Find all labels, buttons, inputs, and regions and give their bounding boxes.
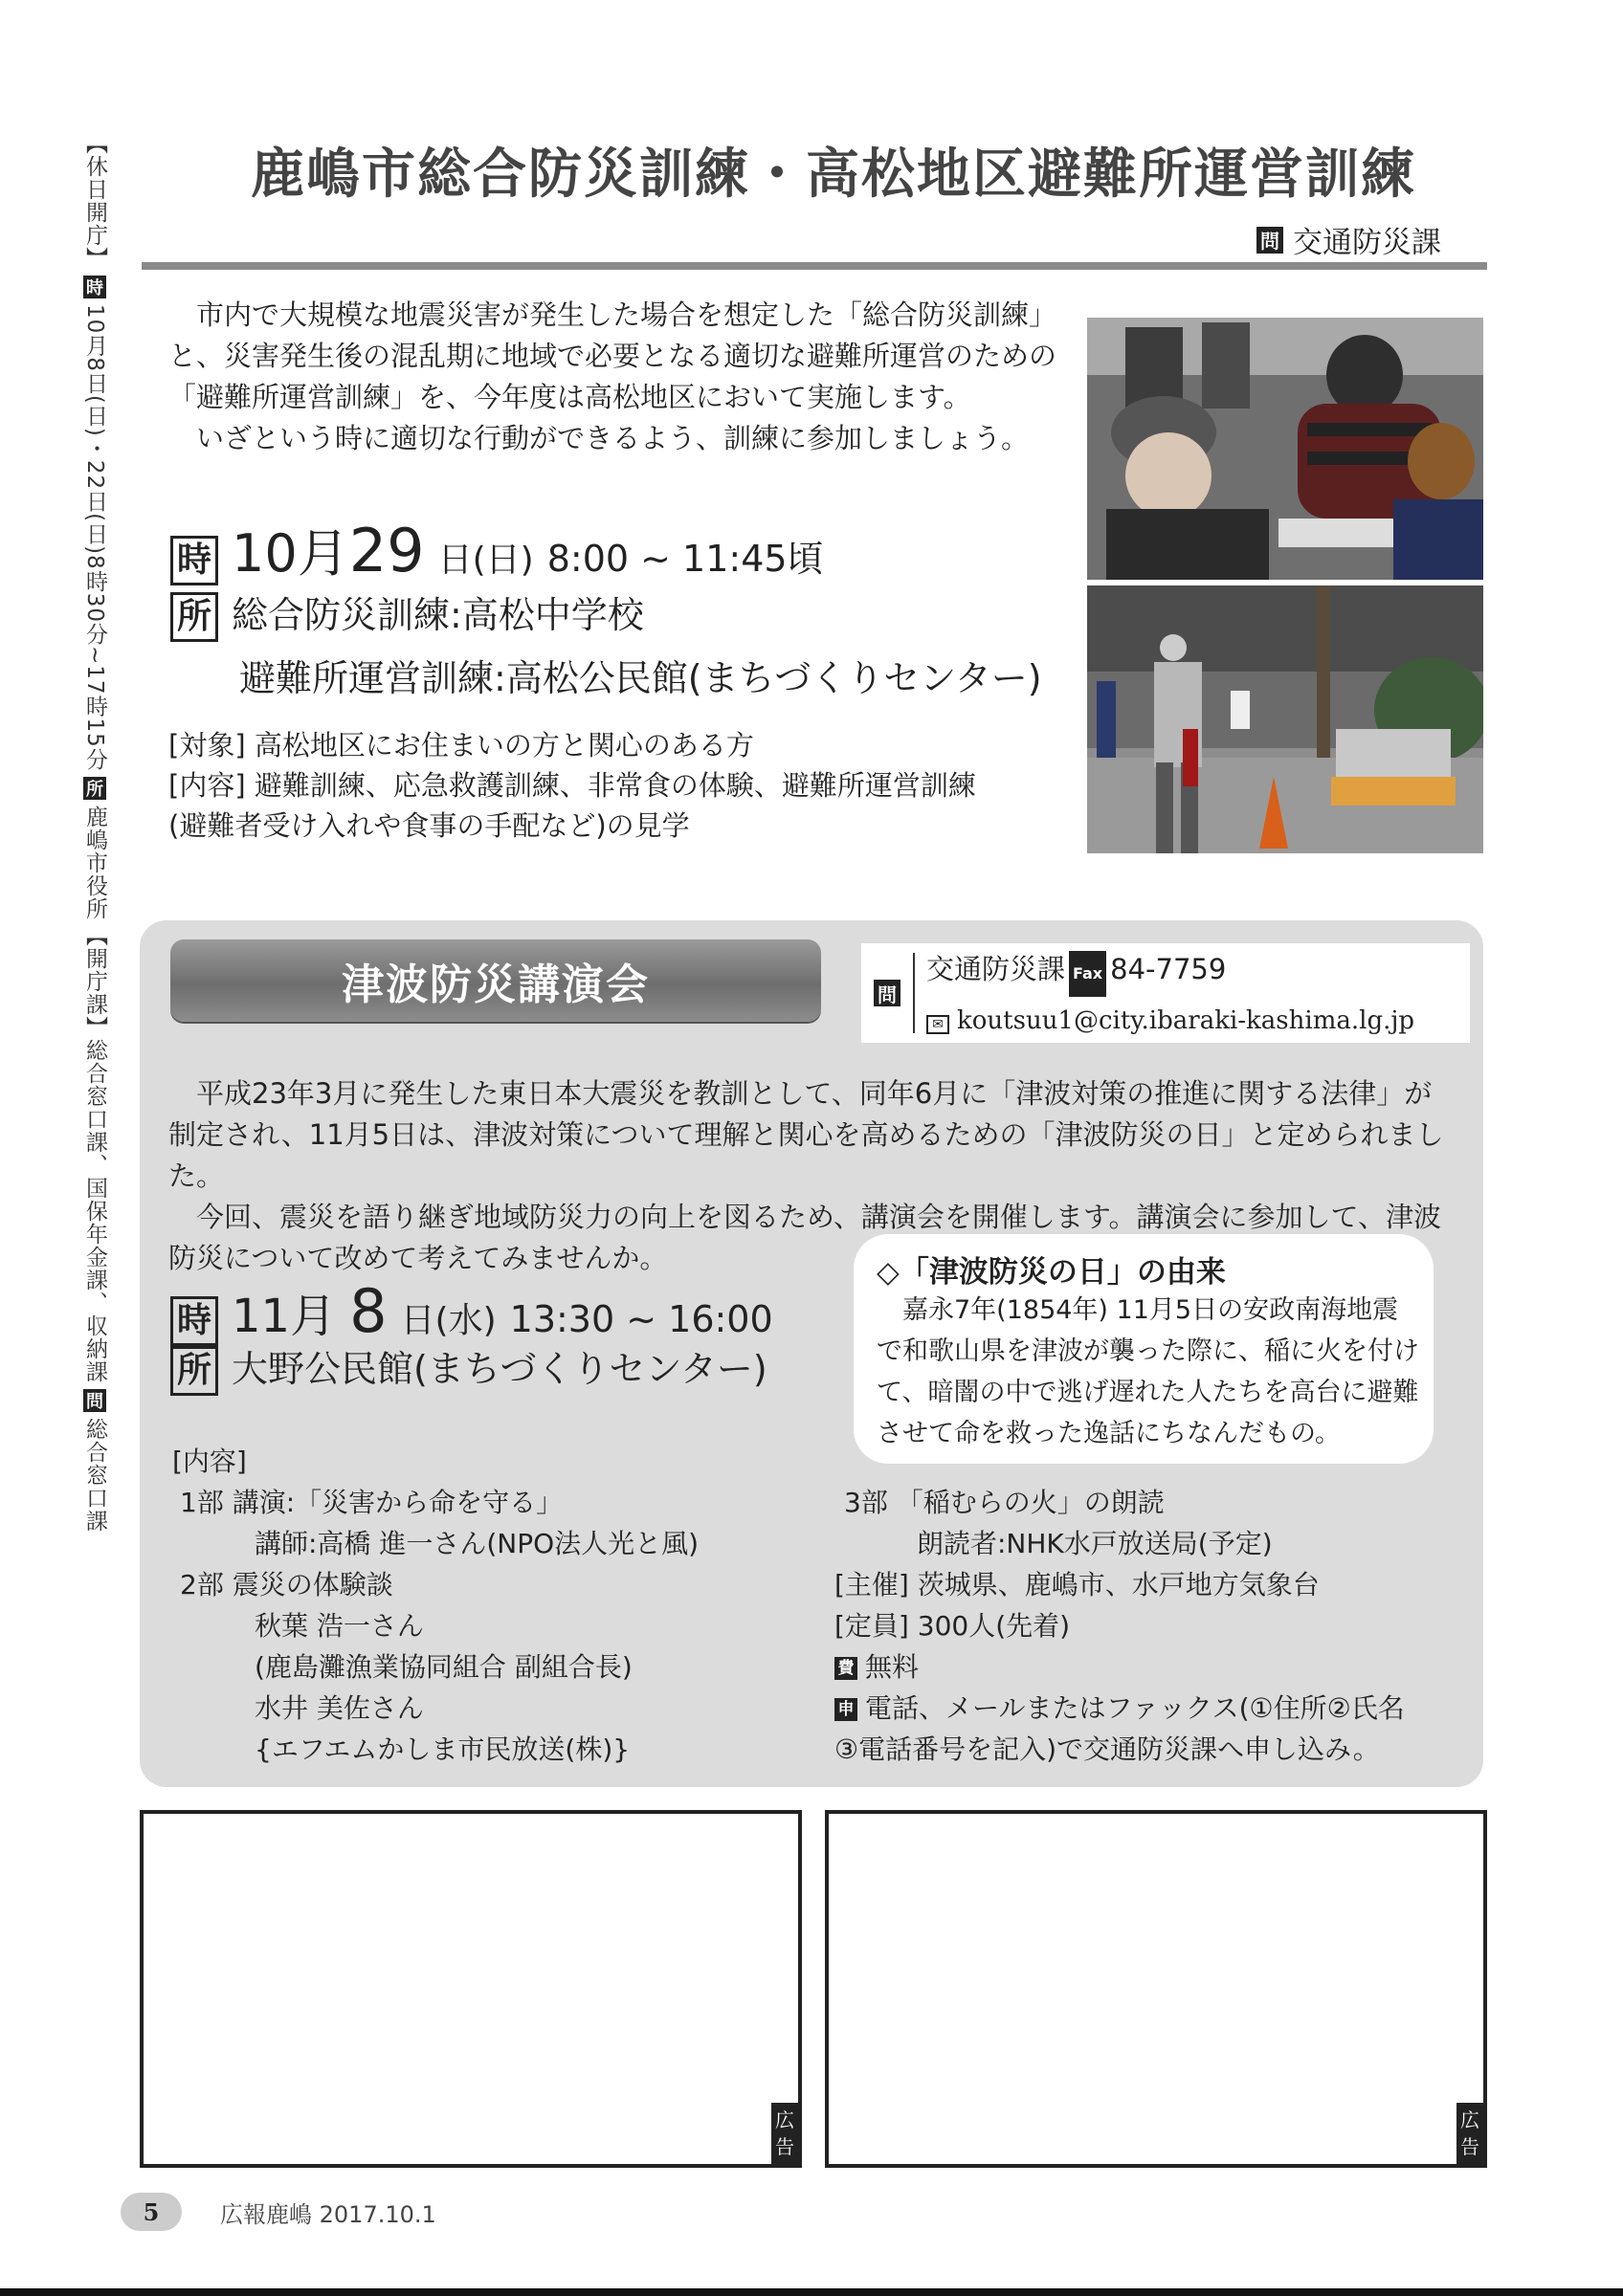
ad-box-left[interactable] [140, 1810, 802, 2168]
side-place-text: 鹿嶋市役所 [82, 805, 107, 920]
article2-contact-box [861, 943, 1470, 1043]
article1-intro-p2: いざという時に適切な行動ができるよう、訓練に参加しましょう。 [196, 422, 1030, 454]
article1-details [168, 725, 1068, 846]
article1-intro-p1: 市内で大規模な地震災害が発生した場合を想定した「総合防災訓練」と、災害発生後の混乱期に地域で必要となる適切な避難所運営のための「避難所運営訓練」を、今年度は高松地区において実施します。 [168, 298, 1057, 413]
part1-sub: 講師:高橋 進一さん(NPO法人光と風) [255, 1528, 700, 1559]
article2-body-p2: 今回、震災を語り継ぎ地域防災力の向上を図るため、講演会を開催します。講演会に参加して、津波防災について改めて考えてみませんか。 [168, 1201, 1441, 1274]
article1-contact [1256, 218, 1441, 261]
content-text-1: 避難訓練、応急救護訓練、非常食の体験、避難所運営訓練 [254, 769, 976, 802]
bottom-border [0, 2288, 1623, 2296]
article2-datetime [170, 1276, 773, 1346]
article1-intro [168, 295, 1068, 459]
article2-email[interactable]: koutsuu1@city.ibaraki-kashima.lg.jp [957, 1006, 1415, 1035]
side-holiday-label: 【休日開庁】 [82, 132, 107, 270]
ad-tag-right: 広告 [1456, 2103, 1483, 2164]
article2-contact-dept: 交通防災課 [926, 953, 1066, 985]
origin-text: 嘉永7年(1854年) 11月5日の安政南海地震で和歌山県を津波が襲った際に、稲に火を付けて、暗闇の中で逃げ遅れた人たちを高台に避難させて命を救った逸話にちなんだもの。 [877, 1295, 1419, 1448]
publication-date: 2017.10.1 [319, 2200, 436, 2228]
ad-tag-left: 広告 [771, 2103, 798, 2164]
article1-contact-dept: 交通防災課 [1293, 226, 1441, 260]
program-content-label: [内容] [172, 1446, 247, 1477]
side-dept-text: 総合窓口課、国保年金課、収納課 [82, 1038, 107, 1383]
article1-place [170, 585, 644, 642]
fee-text: 無料 [865, 1651, 920, 1683]
part2-speaker2: 水井 美佐さん [255, 1692, 424, 1724]
program-right [834, 1482, 1405, 1770]
part1: 1部 講演:「災害から命を守る」 [180, 1487, 564, 1518]
article1-place1: 総合防災訓練:高松中学校 [232, 594, 644, 636]
content-text-2: (避難者受け入れや食事の手配など)の見学 [168, 809, 690, 842]
article2-fax: 84-7759 [1110, 953, 1227, 985]
article1-date-month [232, 513, 425, 586]
footer [121, 2193, 436, 2231]
side-time-badge: 時 [83, 276, 106, 298]
program-left [172, 1441, 699, 1770]
origin-heading: ◇「津波防災の日」の由来 [877, 1255, 1226, 1290]
article1-time-range: 8:00 ~ 11:45頃 [546, 538, 824, 580]
part3: 3部 「稲むらの火」の朗読 [844, 1487, 1165, 1518]
article2-date-month: 11月 [232, 1290, 337, 1343]
part2-speaker1: 秋葉 浩一さん [255, 1610, 424, 1642]
inquiry-icon: 問 [1256, 227, 1283, 254]
apply-text-2: ③電話番号を記入)で交通防災課へ申し込み。 [834, 1733, 1380, 1765]
training-photo-2 [1087, 585, 1483, 853]
target-text: 高松地区にお住まいの方と関心のある方 [254, 729, 754, 762]
fee-icon: 費 [834, 1657, 857, 1680]
side-dept-label: 【開庁課】 [82, 923, 107, 1039]
article1-place2: 避難所運営訓練:高松公民館(まちづくりセンター) [239, 657, 1042, 699]
content-label: [内容] [168, 769, 246, 802]
host-text: 茨城県、鹿嶋市、水戸地方気象台 [917, 1569, 1320, 1601]
part2-speaker2-org: {エフエムかしま市民放送(株)} [255, 1733, 631, 1765]
part2: 2部 震災の体験談 [180, 1569, 393, 1601]
place-label-icon: 所 [170, 1346, 218, 1396]
article1-month-num: 10月 [232, 523, 349, 584]
article2-time-range: 13:30 ~ 16:00 [509, 1298, 773, 1340]
article1-date-day: 29 [348, 516, 425, 585]
article2-place-text: 大野公民館(まちづくりセンター) [232, 1348, 767, 1390]
part2-speaker1-org: (鹿島灘漁業協同組合 副組合長) [255, 1651, 633, 1683]
training-photo-1 [1087, 318, 1483, 580]
time-label-icon: 時 [170, 536, 218, 585]
capacity-label: [定員] [834, 1610, 909, 1642]
apply-text-1: 電話、メールまたはファックス(①住所②氏名 [865, 1692, 1405, 1724]
article1-datetime [170, 513, 824, 586]
side-inquiry-badge: 問 [83, 1389, 106, 1412]
target-label: [対象] [168, 729, 246, 762]
inquiry-icon: 問 [874, 980, 900, 1006]
mail-icon: ✉ [926, 1015, 949, 1034]
article2-date-day: 8 [349, 1276, 388, 1346]
host-label: [主催] [834, 1569, 909, 1601]
side-place-badge: 所 [83, 777, 106, 800]
fax-icon: Fax [1069, 951, 1106, 997]
publication-name: 広報鹿嶋 [220, 2200, 312, 2228]
side-inquiry-text: 総合窓口課 [82, 1417, 107, 1533]
tsunami-banner: 津波防災講演会 [170, 939, 821, 1022]
origin-callout [854, 1234, 1434, 1464]
part3-sub: 朗読者:NHK水戸放送局(予定) [917, 1528, 1273, 1559]
side-time-text: 10月8日(日)・22日(日)8時30分~17時15分 [82, 304, 107, 771]
time-label-icon: 時 [170, 1296, 218, 1346]
page-number: 5 [121, 2193, 182, 2231]
ad-box-right[interactable] [825, 1810, 1487, 2168]
capacity-text: 300人(先着) [917, 1610, 1071, 1642]
article2-place [170, 1339, 767, 1396]
apply-icon: 申 [834, 1698, 857, 1721]
page-title: 鹿嶋市総合防災訓練・高松地区避難所運営訓練 [251, 144, 1416, 206]
side-info-strip [78, 132, 111, 1533]
article1-date-rest: 日(日) [437, 541, 534, 580]
article2-contact-details [915, 943, 1414, 1043]
place-label-icon: 所 [170, 592, 218, 642]
title-divider [142, 262, 1487, 270]
article2-inquiry-wrap [861, 953, 915, 1033]
article2-date-rest: 日(水) [400, 1301, 497, 1340]
article2-body-p1: 平成23年3月に発生した東日本大震災を教訓として、同年6月に「津波対策の推進に関する法律」が制定され、11月5日は、津波対策について理解と関心を高めるための「津波防災の日」と定められました。 [168, 1077, 1444, 1192]
